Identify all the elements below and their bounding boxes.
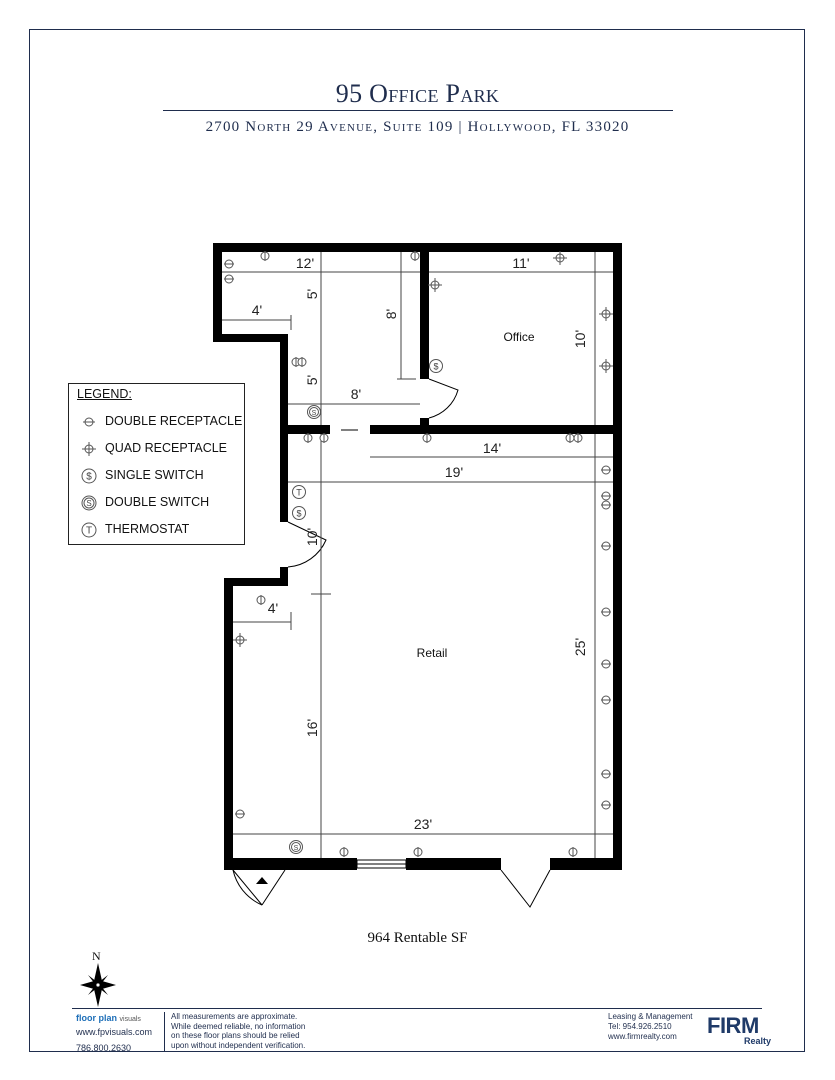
receptacle-icon [601,501,611,509]
fpv-brand: floor plan [76,1013,117,1023]
dim-25: 25' [572,637,588,657]
address-subtitle: 2700 North 29 Avenue, Suite 109 | Hollywood, FL 33020 [205,119,630,135]
legend-label: DOUBLE SWITCH [105,495,210,509]
rentable-area: 964 Rentable SF [367,930,468,946]
firm-logo-sub: Realty [744,1036,772,1046]
quad-receptacle-icon [553,251,567,265]
receptacle-icon [224,260,234,268]
receptacle-icon [320,433,328,443]
dim-5b: 5' [304,374,320,386]
legend-label: DOUBLE RECEPTACLE [105,414,243,428]
leasing-title: Leasing & Management [608,1012,693,1021]
footer-divider [164,1012,165,1052]
dim-8h: 8' [350,386,362,402]
receptacle-icon [224,275,234,283]
room-label-retail: Retail [416,646,448,660]
receptacle-icon [601,801,611,809]
quad-receptacle-icon [428,278,442,292]
double-switch-icon [308,406,321,419]
rear-door [501,870,550,907]
legend-label: THERMOSTAT [105,522,190,536]
receptacle-icon [574,433,582,443]
quad-receptacle-icon [233,633,247,647]
dim-19: 19' [444,464,464,480]
single-switch-icon [430,360,443,373]
receptacle-icon [601,608,611,616]
dim-16: 16' [304,718,320,738]
office-door [429,379,458,418]
legend [68,383,245,545]
page-title: 95 Office Park [335,79,500,108]
fpv-phone: 786.800.2630 [76,1043,132,1053]
receptacle-icon [261,251,269,261]
legend-item-double-switch [69,493,244,513]
window [357,860,406,868]
footer-rule [72,1008,762,1009]
thermostat-icon [293,486,306,499]
leasing-website: www.firmrealty.com [608,1032,677,1041]
leasing-info [608,1012,693,1042]
dim-4-bottom: 4' [267,600,279,616]
disclaimer-line: All measurements are approximate. [171,1012,298,1021]
receptacle-icon [601,542,611,550]
dim-23: 23' [413,816,433,832]
room-label-office: Office [503,330,535,344]
receptacle-icon [566,433,574,443]
fpv-credit [76,1012,152,1055]
svg-text:$: $ [296,508,302,519]
receptacle-icon [601,466,611,474]
compass-north-label: N [92,949,101,963]
double-switch-icon [80,494,98,512]
entry-arrow-icon [256,877,268,884]
dim-8v: 8' [383,308,399,320]
double-receptacle-icon [80,413,98,431]
walls [213,243,622,870]
receptacle-icon [569,847,577,857]
dim-5a: 5' [304,288,320,300]
dimension-labels [252,255,588,832]
dim-4-top: 4' [251,302,263,318]
legend-item-single-switch [69,466,244,486]
legend-title: LEGEND: [77,387,132,401]
quad-receptacle-icon [80,440,98,458]
svg-text:T: T [296,487,302,498]
single-switch-icon [293,507,306,520]
svg-text:S: S [311,410,317,417]
dim-12: 12' [295,255,315,271]
svg-text:T: T [85,525,93,537]
receptacle-icon [601,770,611,778]
receptacle-icon [235,810,245,818]
firm-logo: FIRM [707,1013,759,1038]
compass-rose-icon [80,963,116,1007]
receptacle-icon [298,357,306,367]
receptacle-icon [304,433,312,443]
fpv-logo [76,1012,152,1026]
thermostat-icon [80,521,98,539]
legend-label: SINGLE SWITCH [105,468,204,482]
svg-text:S: S [293,845,299,852]
disclaimer-line: upon without independent verification. [171,1040,306,1050]
legend-item-double-receptacle [69,412,244,432]
dim-10-left: 10' [304,527,320,547]
receptacle-icon [601,660,611,668]
disclaimer-line: on these floor plans should be relied [171,1031,300,1040]
receptacle-icon [340,847,348,857]
leasing-phone: Tel: 954.926.2510 [608,1022,672,1031]
receptacle-icon [601,492,611,500]
receptacle-icon [411,251,419,261]
disclaimer [171,1012,305,1050]
fpv-brand-sub: visuals [119,1016,141,1023]
receptacle-icon [257,595,265,605]
svg-text:S: S [86,499,92,508]
svg-text:$: $ [86,471,92,483]
legend-item-quad-receptacle [69,439,244,459]
receptacle-icon [423,433,431,443]
double-switch-icon [290,841,303,854]
svg-text:$: $ [433,361,439,372]
receptacle-icon [601,696,611,704]
quad-receptacle-icon [599,307,613,321]
legend-label: QUAD RECEPTACLE [105,441,228,455]
legend-item-thermostat [69,520,244,540]
receptacle-icon [414,847,422,857]
quad-receptacle-icon [599,359,613,373]
single-switch-icon [80,467,98,485]
dim-10-office: 10' [572,329,588,349]
disclaimer-line: While deemed reliable, no information [171,1021,306,1031]
fpv-website: www.fpvisuals.com [76,1027,153,1037]
dim-11: 11' [512,255,530,271]
dim-14: 14' [482,440,502,456]
